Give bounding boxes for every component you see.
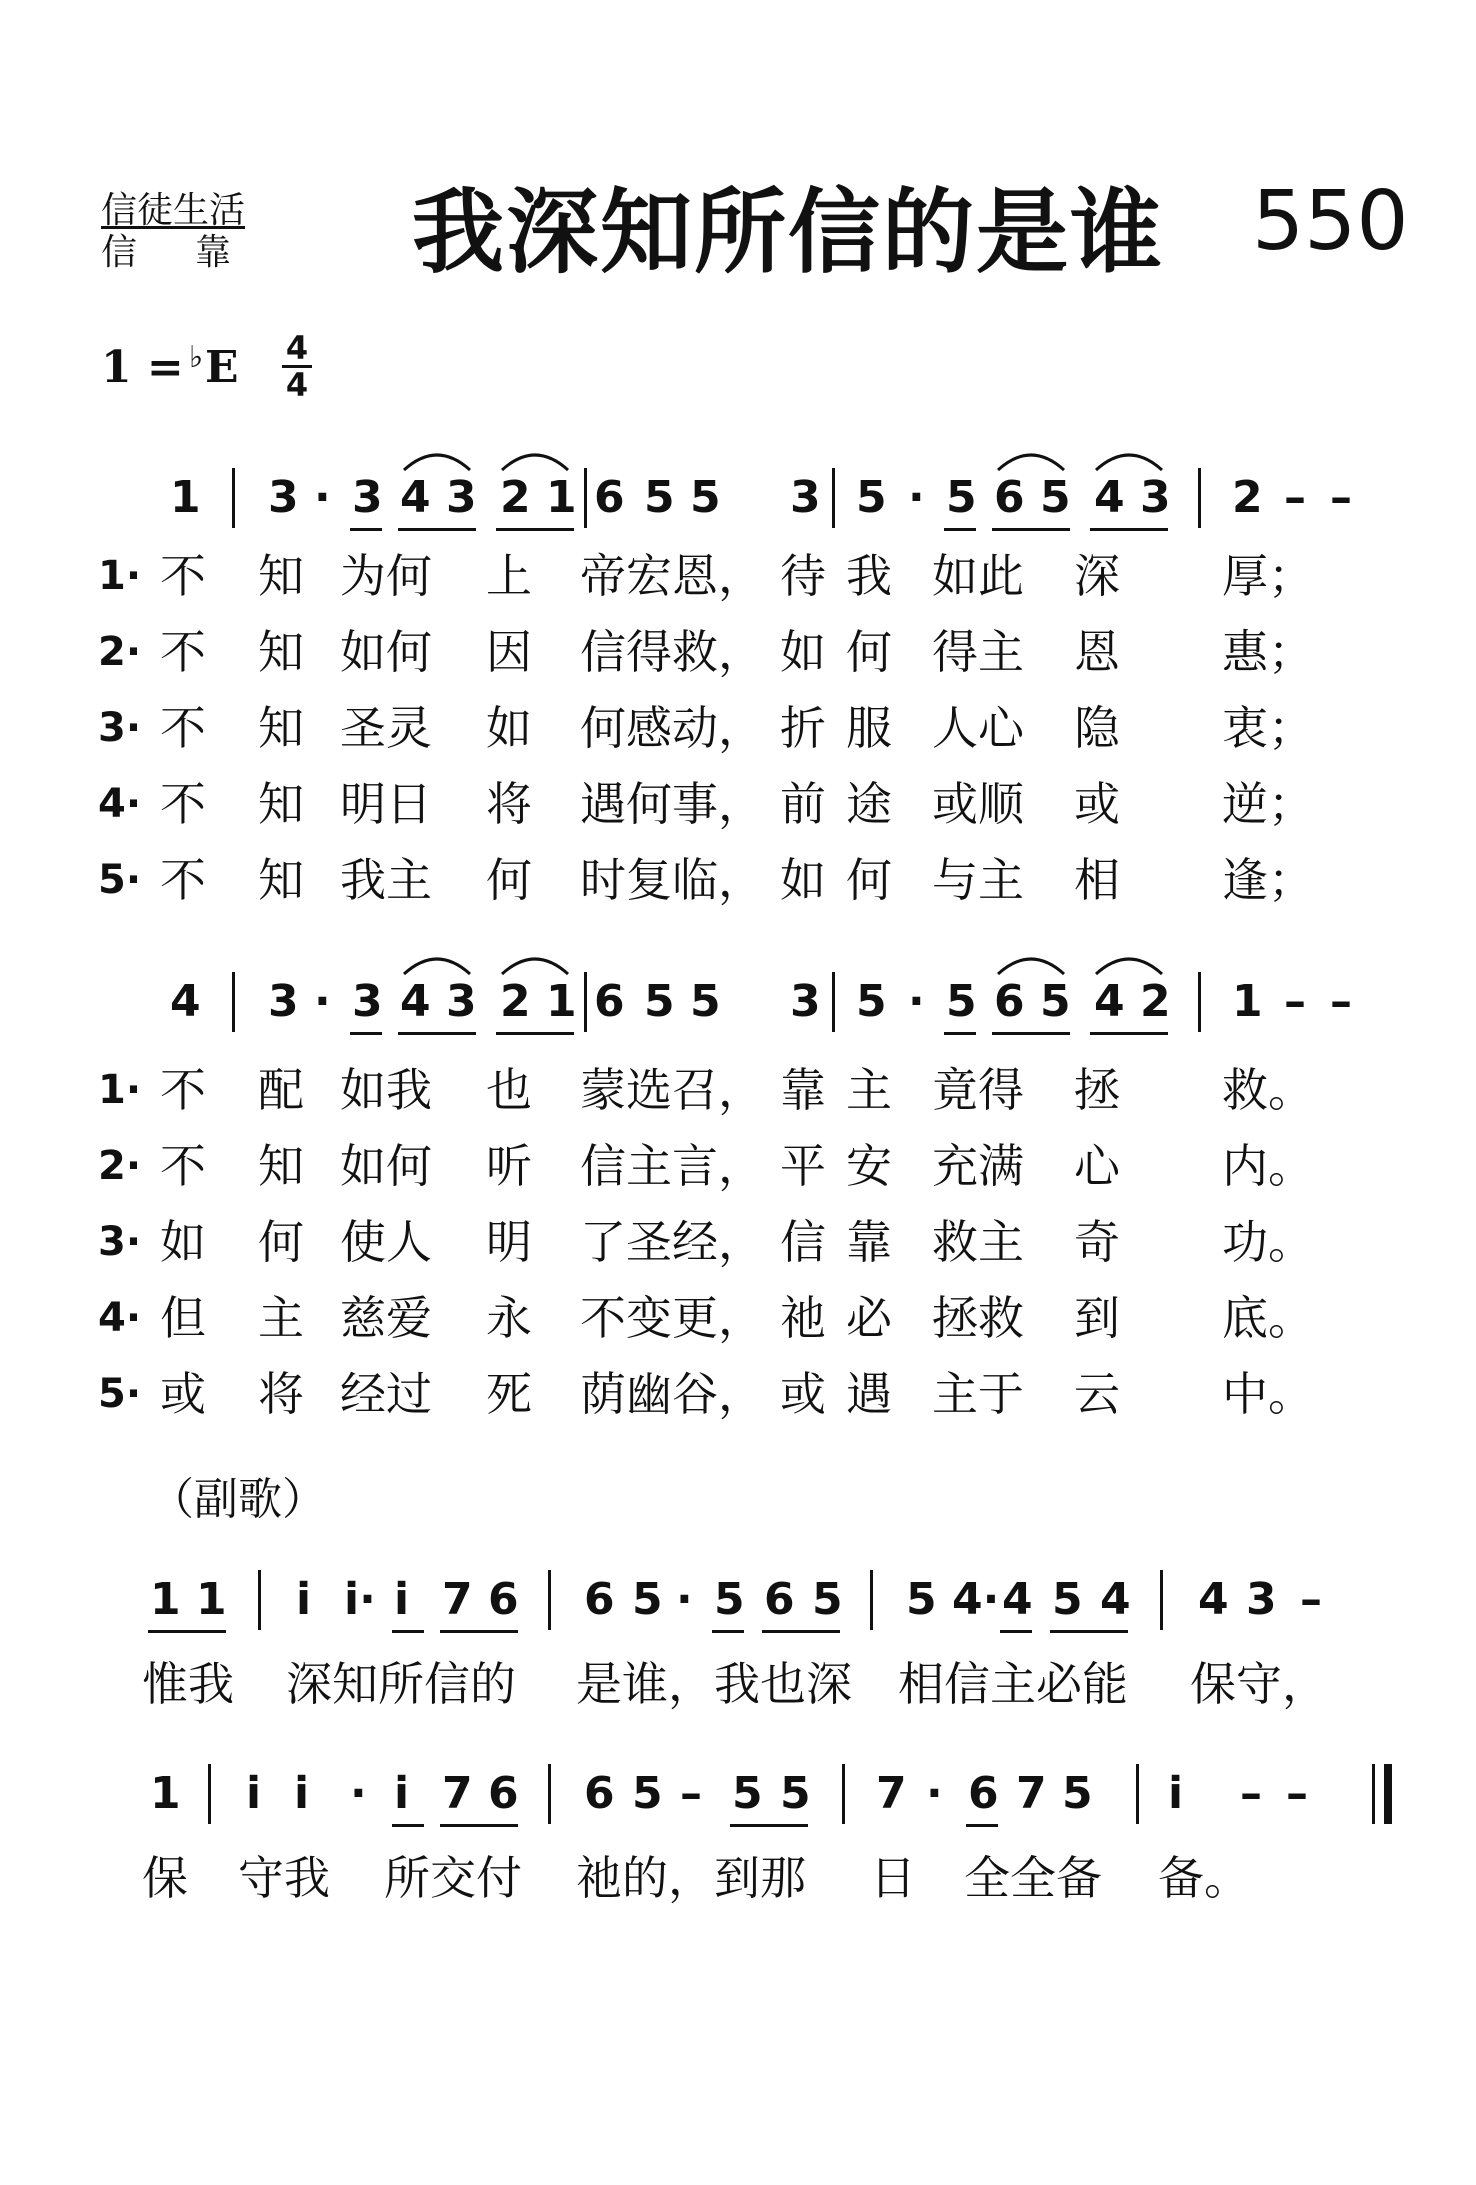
dash: –: [1286, 1768, 1308, 1819]
chorus-lyrics-line-1: [0, 1656, 1476, 1712]
lyric-syllable: 不: [160, 777, 206, 831]
underline: [392, 1824, 424, 1827]
bar-line: [870, 1570, 873, 1630]
lyric-syllable: 如何: [340, 625, 432, 679]
lyric-syllable: 我: [846, 549, 892, 603]
lyric-syllable: 祂: [780, 1291, 826, 1345]
lyric-syllable: 我主: [340, 853, 432, 907]
underline: [712, 1630, 744, 1633]
underline: [730, 1824, 808, 1827]
lyric-syllable: 如何: [340, 1139, 432, 1193]
stanza-2-line-b: [0, 1138, 1476, 1194]
dot: ·: [314, 976, 331, 1027]
lyric-syllable: 相: [1074, 853, 1120, 907]
bar-line: [548, 1764, 551, 1824]
underline: [148, 1630, 226, 1633]
lyric-syllable: 知: [258, 853, 304, 907]
lyric-syllable: 逢；: [1222, 853, 1314, 907]
lyric-syllable: 不: [160, 549, 206, 603]
verse-number: 2·: [98, 1143, 142, 1189]
lyric-syllable: 必: [846, 1291, 892, 1345]
note: 1: [1232, 976, 1263, 1027]
verse-number: 1·: [98, 1067, 142, 1113]
lyric-phrase: 是谁，我也深: [576, 1657, 852, 1711]
dash: –: [1300, 1574, 1322, 1625]
note: 4: [400, 472, 431, 523]
lyric-phrase: 守我: [238, 1851, 330, 1905]
chorus-notation-line-1: [0, 1574, 1476, 1634]
dot: ·: [314, 472, 331, 523]
lyric-syllable: 得主: [932, 625, 1024, 679]
lyric-syllable: 配: [258, 1063, 304, 1117]
lyric-syllable: 厚；: [1222, 549, 1314, 603]
lyric-syllable: 拯救: [932, 1291, 1024, 1345]
note: 6: [764, 1574, 795, 1625]
stanza-3-line-a: [0, 700, 1476, 756]
lyric-syllable: 也: [486, 1063, 532, 1117]
note: 4·: [952, 1574, 1000, 1625]
lyric-syllable: 不变更，: [580, 1291, 764, 1345]
note: 5: [690, 976, 721, 1027]
lyric-syllable: 知: [258, 549, 304, 603]
lyric-syllable: 遇何事，: [580, 777, 764, 831]
note: 6: [994, 976, 1025, 1027]
time-signature-top: 4: [285, 329, 309, 367]
stanza-1-line-a: [0, 548, 1476, 604]
note: 4: [1094, 976, 1125, 1027]
lyric-syllable: 或: [780, 1367, 826, 1421]
note: 4: [1100, 1574, 1131, 1625]
bar-line: [842, 1764, 845, 1824]
lyric-syllable: 上: [486, 549, 532, 603]
lyric-syllable: 惠；: [1222, 625, 1314, 679]
underline: [350, 1032, 382, 1035]
lyric-syllable: 将: [486, 777, 532, 831]
note: 1: [170, 472, 201, 523]
note: 4: [1198, 1574, 1229, 1625]
lyric-syllable: 遇: [846, 1367, 892, 1421]
dash: –: [1284, 472, 1306, 523]
note: 5: [644, 472, 675, 523]
verse-number: 4·: [98, 1295, 142, 1341]
lyric-syllable: 知: [258, 625, 304, 679]
note: 7: [876, 1768, 907, 1819]
stanza-2-line-a: [0, 624, 1476, 680]
lyric-phrase: 祂的，到那: [576, 1851, 806, 1905]
lyric-syllable: 死: [486, 1367, 532, 1421]
lyric-syllable: 功。: [1222, 1215, 1314, 1269]
note: 6: [584, 1768, 615, 1819]
lyric-syllable: 信得救，: [580, 625, 764, 679]
lyric-syllable: 将: [258, 1367, 304, 1421]
lyric-syllable: 知: [258, 777, 304, 831]
underline: [1000, 1630, 1032, 1633]
note: 2: [500, 976, 531, 1027]
lyric-syllable: 如: [486, 701, 532, 755]
lyric-syllable: 了圣经，: [580, 1215, 764, 1269]
dash: –: [1330, 472, 1352, 523]
underline: [440, 1630, 518, 1633]
lyric-syllable: 恩: [1074, 625, 1120, 679]
dash: –: [680, 1768, 702, 1819]
note: 6: [584, 1574, 615, 1625]
lyric-syllable: 衷；: [1222, 701, 1314, 755]
lyric-syllable: 或顺: [932, 777, 1024, 831]
lyric-syllable: 明: [486, 1215, 532, 1269]
dot: ·: [908, 472, 925, 523]
flat-symbol: ♭: [189, 340, 204, 375]
hymn-number: 550: [1252, 174, 1409, 269]
lyric-syllable: 充满: [932, 1139, 1024, 1193]
note: 5: [946, 976, 977, 1027]
lyric-phrase: 深知所信的: [286, 1657, 516, 1711]
underline: [944, 1032, 976, 1035]
note: 3: [268, 976, 299, 1027]
note: 5: [690, 472, 721, 523]
dash: –: [1240, 1768, 1262, 1819]
chorus-lyrics-line-2: [0, 1850, 1476, 1906]
lyric-syllable: 何感动，: [580, 701, 764, 755]
lyric-syllable: 如: [160, 1215, 206, 1269]
note: 4: [1002, 1574, 1033, 1625]
stanza-4-line-a: [0, 776, 1476, 832]
note: 5: [812, 1574, 843, 1625]
bar-line: [258, 1570, 261, 1630]
lyric-syllable: 内。: [1222, 1139, 1314, 1193]
note: 5: [1052, 1574, 1083, 1625]
lyric-syllable: 帝宏恩，: [580, 549, 764, 603]
lyric-syllable: 信主言，: [580, 1139, 764, 1193]
note: i̇: [246, 1768, 262, 1819]
underline: [966, 1824, 998, 1827]
lyric-syllable: 靠: [846, 1215, 892, 1269]
lyric-syllable: 折: [780, 701, 826, 755]
dot: ·: [350, 1768, 367, 1819]
note: 6: [488, 1768, 519, 1819]
lyric-syllable: 信: [780, 1215, 826, 1269]
note: 7: [442, 1768, 473, 1819]
note: 5: [1040, 976, 1071, 1027]
final-barline-thin: [1372, 1764, 1375, 1824]
lyric-phrase: 保: [142, 1851, 188, 1905]
hymn-title: 我深知所信的是谁: [412, 179, 1165, 286]
lyric-syllable: 荫幽谷，: [580, 1367, 764, 1421]
lyric-phrase: 保守，: [1190, 1657, 1328, 1711]
lyric-syllable: 竟得: [932, 1063, 1024, 1117]
note: 6: [968, 1768, 999, 1819]
lyric-syllable: 待: [780, 549, 826, 603]
lyric-phrase: 备。: [1158, 1851, 1250, 1905]
lyric-phrase: 相信主必能: [898, 1657, 1128, 1711]
note: 5: [780, 1768, 811, 1819]
note: i̇·: [344, 1574, 376, 1625]
note: 1: [196, 1574, 227, 1625]
lyric-syllable: 知: [258, 701, 304, 755]
note: 5: [1062, 1768, 1093, 1819]
note: 5: [644, 976, 675, 1027]
note: 3: [446, 472, 477, 523]
note: 5: [946, 472, 977, 523]
subcategory-label: 信靠: [101, 232, 290, 273]
lyric-syllable: 主: [846, 1063, 892, 1117]
bar-line: [584, 972, 587, 1032]
note: i̇: [294, 1768, 310, 1819]
underline: [398, 1032, 476, 1035]
lyric-syllable: 服: [846, 701, 892, 755]
lyric-syllable: 奇: [1074, 1215, 1120, 1269]
notation-line-2: [0, 976, 1476, 1036]
note: 4: [400, 976, 431, 1027]
bar-line: [1198, 972, 1201, 1032]
bar-line: [548, 1570, 551, 1630]
lyric-syllable: 圣灵: [340, 701, 432, 755]
chorus-notation-line-2: [0, 1768, 1476, 1828]
note: 5: [714, 1574, 745, 1625]
lyric-syllable: 不: [160, 1063, 206, 1117]
note: 5: [856, 472, 887, 523]
note: 5: [856, 976, 887, 1027]
underline: [1050, 1630, 1128, 1633]
dot: ·: [908, 976, 925, 1027]
note: 5: [632, 1768, 663, 1819]
lyric-syllable: 安: [846, 1139, 892, 1193]
lyric-syllable: 或: [1074, 777, 1120, 831]
note: 3: [352, 976, 383, 1027]
note: i̇: [394, 1768, 410, 1819]
lyric-syllable: 或: [160, 1367, 206, 1421]
note: 6: [994, 472, 1025, 523]
note: 3: [1246, 1574, 1277, 1625]
dash: –: [1330, 976, 1352, 1027]
bar-line: [232, 972, 235, 1032]
lyric-syllable: 因: [486, 625, 532, 679]
verse-number: 5·: [98, 1371, 142, 1417]
lyric-syllable: 心: [1074, 1139, 1120, 1193]
stanza-1-line-b: [0, 1062, 1476, 1118]
bar-line: [1160, 1570, 1163, 1630]
note: 4: [1094, 472, 1125, 523]
underline: [496, 1032, 574, 1035]
note: 1: [546, 976, 577, 1027]
note: 6: [594, 472, 625, 523]
lyric-phrase: 所交付: [384, 1851, 522, 1905]
verse-number: 4·: [98, 781, 142, 827]
lyric-syllable: 何: [486, 853, 532, 907]
chorus-label: （副歌）: [150, 1474, 326, 1525]
lyric-syllable: 永: [486, 1291, 532, 1345]
lyric-syllable: 听: [486, 1139, 532, 1193]
note: 4: [170, 976, 201, 1027]
lyric-syllable: 如此: [932, 549, 1024, 603]
verse-number: 3·: [98, 705, 142, 751]
verse-number: 5·: [98, 857, 142, 903]
lyric-syllable: 蒙选召，: [580, 1063, 764, 1117]
note: i̇: [394, 1574, 410, 1625]
note: 7: [442, 1574, 473, 1625]
stanza-5-line-a: [0, 852, 1476, 908]
lyric-syllable: 何: [846, 853, 892, 907]
lyric-syllable: 如我: [340, 1063, 432, 1117]
note: 6: [488, 1574, 519, 1625]
bar-line: [832, 972, 835, 1032]
lyric-syllable: 平: [780, 1139, 826, 1193]
lyric-syllable: 深: [1074, 549, 1120, 603]
lyric-syllable: 人心: [932, 701, 1024, 755]
lyric-syllable: 如: [780, 853, 826, 907]
lyric-syllable: 前: [780, 777, 826, 831]
verse-number: 1·: [98, 553, 142, 599]
lyric-syllable: 何: [258, 1215, 304, 1269]
lyric-syllable: 救。: [1222, 1063, 1314, 1117]
note: i̇: [1168, 1768, 1184, 1819]
lyric-syllable: 云: [1074, 1367, 1120, 1421]
lyric-syllable: 中。: [1222, 1367, 1314, 1421]
note: 7: [1016, 1768, 1047, 1819]
dash: –: [1284, 976, 1306, 1027]
note: 3: [268, 472, 299, 523]
note: 3: [790, 472, 821, 523]
note: 5: [1040, 472, 1071, 523]
lyric-syllable: 隐: [1074, 701, 1120, 755]
key-prefix: 1 =: [101, 342, 184, 393]
bar-line: [1136, 1764, 1139, 1824]
verse-number: 2·: [98, 629, 142, 675]
key-note: E: [205, 342, 239, 393]
final-barline-thick: [1384, 1764, 1392, 1824]
lyric-syllable: 何: [846, 625, 892, 679]
lyric-syllable: 与主: [932, 853, 1024, 907]
lyric-syllable: 主于: [932, 1367, 1024, 1421]
bar-line: [208, 1764, 211, 1824]
time-signature-bottom: 4: [285, 366, 309, 404]
lyric-syllable: 使人: [340, 1215, 432, 1269]
stanza-3-line-b: [0, 1214, 1476, 1270]
note: 5: [632, 1574, 663, 1625]
lyric-syllable: 但: [160, 1291, 206, 1345]
dot: ·: [676, 1574, 693, 1625]
lyric-phrase: 日: [870, 1851, 916, 1905]
lyric-phrase: 全全备: [964, 1851, 1102, 1905]
stanza-4-line-b: [0, 1290, 1476, 1346]
lyric-syllable: 底。: [1222, 1291, 1314, 1345]
lyric-syllable: 靠: [780, 1063, 826, 1117]
lyric-syllable: 途: [846, 777, 892, 831]
lyric-syllable: 慈爱: [340, 1291, 432, 1345]
note: 3: [446, 976, 477, 1027]
note: 5: [906, 1574, 937, 1625]
category-label: 信徒生活: [101, 190, 246, 231]
lyric-phrase: 惟我: [142, 1657, 234, 1711]
lyric-syllable: 救主: [932, 1215, 1024, 1269]
underline: [392, 1630, 424, 1633]
lyric-syllable: 时复临，: [580, 853, 764, 907]
lyric-syllable: 如: [780, 625, 826, 679]
lyric-syllable: 不: [160, 625, 206, 679]
note: 6: [594, 976, 625, 1027]
dot: ·: [926, 1768, 943, 1819]
stanza-5-line-b: [0, 1366, 1476, 1422]
lyric-syllable: 为何: [340, 549, 432, 603]
lyric-syllable: 逆；: [1222, 777, 1314, 831]
note: 1: [546, 472, 577, 523]
underline: [762, 1630, 840, 1633]
lyric-syllable: 主: [258, 1291, 304, 1345]
lyric-syllable: 到: [1074, 1291, 1120, 1345]
lyric-syllable: 拯: [1074, 1063, 1120, 1117]
note: 3: [1140, 472, 1171, 523]
note: 1: [150, 1768, 181, 1819]
note: i̇: [296, 1574, 312, 1625]
note: 3: [790, 976, 821, 1027]
lyric-syllable: 不: [160, 853, 206, 907]
note: 2: [1140, 976, 1171, 1027]
underline: [992, 1032, 1070, 1035]
lyric-syllable: 经过: [340, 1367, 432, 1421]
underline: [1090, 1032, 1168, 1035]
note: 2: [500, 472, 531, 523]
underline: [440, 1824, 518, 1827]
note: 3: [352, 472, 383, 523]
verse-number: 3·: [98, 1219, 142, 1265]
lyric-syllable: 明日: [340, 777, 432, 831]
lyric-syllable: 不: [160, 1139, 206, 1193]
note: 5: [732, 1768, 763, 1819]
note: 1: [150, 1574, 181, 1625]
lyric-syllable: 不: [160, 701, 206, 755]
lyric-syllable: 知: [258, 1139, 304, 1193]
note: 2: [1232, 472, 1263, 523]
